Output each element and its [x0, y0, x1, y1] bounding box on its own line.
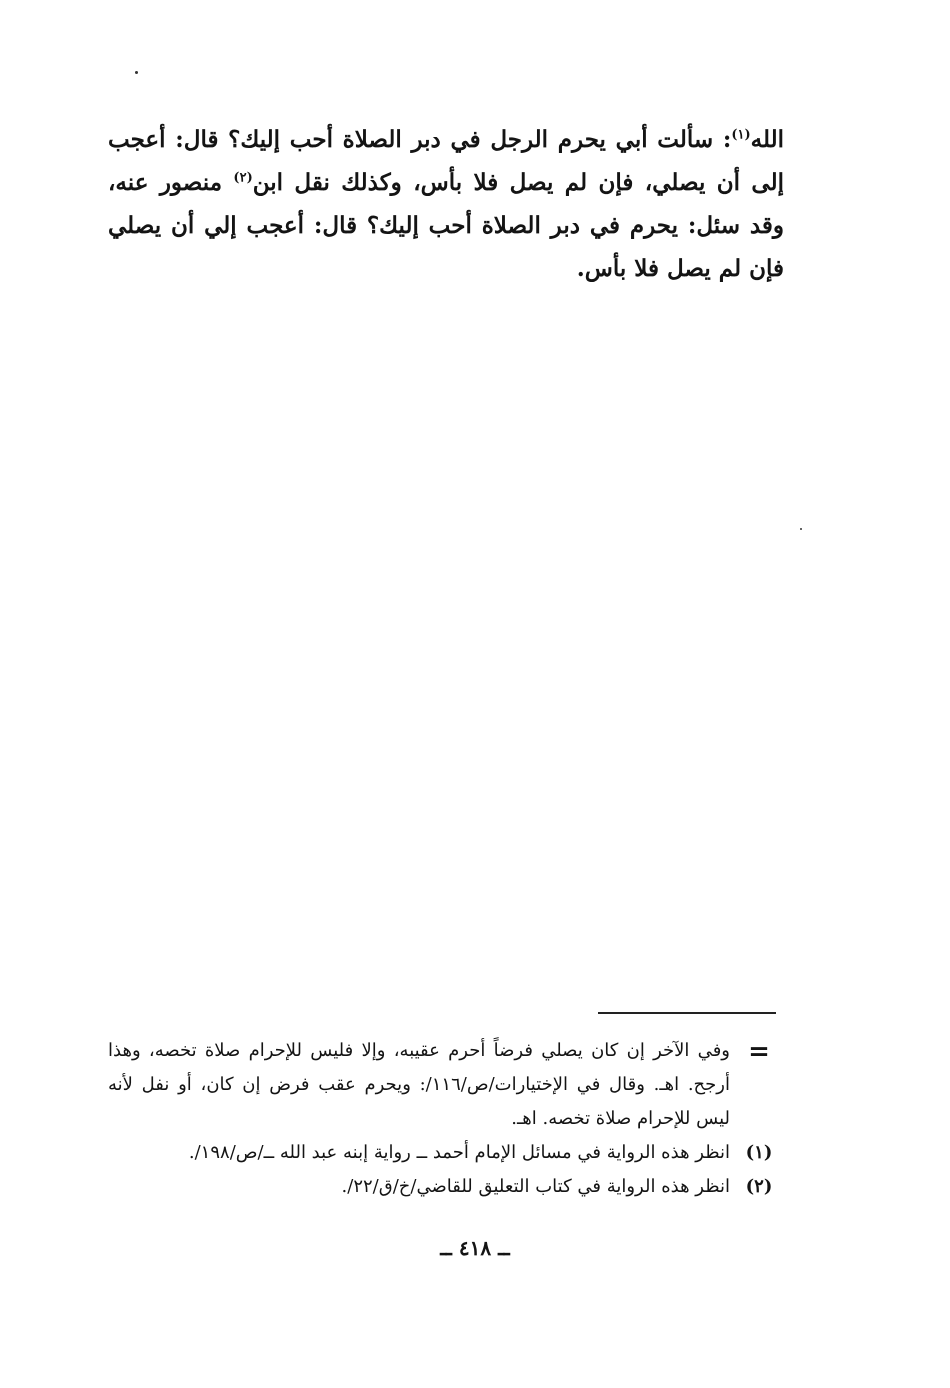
footnote-marker: (١) — [745, 1142, 773, 1163]
main-paragraph — [108, 118, 784, 290]
footnote-2 — [108, 1170, 788, 1204]
footnote-reference-2[interactable]: (٢) — [233, 170, 253, 186]
text-segment: الله — [750, 126, 784, 153]
ink-speck — [135, 71, 138, 74]
footnote-text: وفي الآخر إن كان يصلي فرضاً أحرم عقيبه، وإلا فليس للإحرام صلاة تخصه، وهذا أرجح. اهـ. وقال في الإختيارات/ص/١١٦/: ويحرم عقب فرض إن كان، أو نفل لأنه ليس للإحرام صلاة تخصه. اهـ. — [108, 1040, 730, 1129]
ink-speck — [800, 528, 802, 530]
text-segment: منصور عنه، وقد سئل: يحرم في دبر الصلاة أحب إليك؟ قال: أعجب إلي أن يصلي فإن لم يصل فلا بأس. — [108, 169, 784, 282]
continuation-marker: = — [748, 1037, 770, 1067]
footnote-1 — [108, 1136, 788, 1170]
footnote-separator — [598, 1012, 776, 1014]
text-segment: : سألت أبي يحرم الرجل في دبر الصلاة أحب إليك؟ قال: أعجب إلى أن يصلي، فإن لم يصل فلا بأس، وكذلك نقل ابن — [108, 126, 784, 196]
footnote-marker: (٢) — [745, 1176, 773, 1197]
footnote-continuation — [108, 1034, 788, 1136]
footnotes-section — [108, 1034, 788, 1204]
footnote-text: انظر هذه الرواية في كتاب التعليق للقاضي/خ/ق/٢٢/. — [341, 1176, 730, 1197]
paragraph — [108, 118, 784, 290]
page-number: ــ ٤١٨ ــ — [440, 1236, 510, 1260]
footnote-reference-1[interactable]: (١) — [731, 127, 751, 143]
footnote-text: انظر هذه الرواية في مسائل الإمام أحمد ــ رواية إبنه عبد الله ــ/ص/١٩٨/. — [188, 1142, 730, 1163]
